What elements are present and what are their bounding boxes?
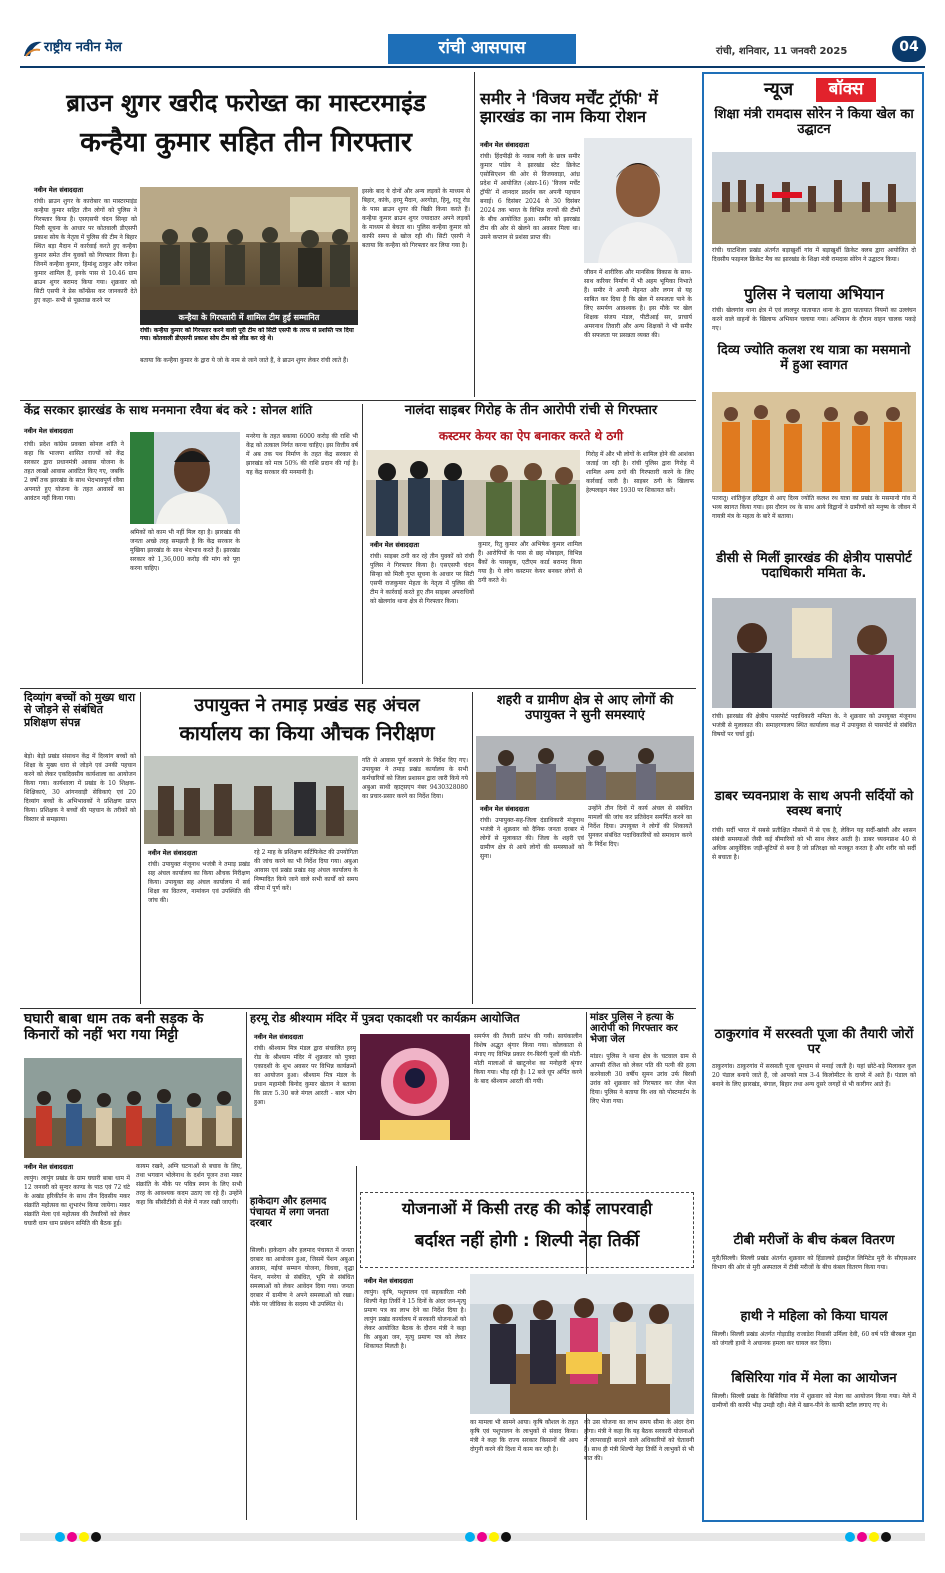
column-rule	[474, 72, 475, 397]
story-body-col1: रांची। उपायुक्त-सह-जिला दंडाधिकारी मंजूनाथ भजंत्री ने शुक्रवार को दैनिक जनता दरबार में लोगों से मुलाकात की। जिला के शहरी एवं ग्रामीण क्षेत्र से आये लोगों की समस्याओं को सुना।	[480, 817, 584, 860]
photo-caption: रांची। कन्हैया कुमार को गिरफ्तार करने वाली पूरी टीम को सिटी एसपी के तरफ से प्रशस्ति पत्र दिया गया। कोतवाली डीएसपी प्रकाश सोय टीम को लीड कर रहे थे।	[140, 327, 354, 342]
byline: नवीन मेल संवाददाता	[254, 1033, 303, 1041]
news-box-body-5: रांची। सर्दी भारत में सबसे प्रतीक्षित मौसमों में से एक है, लेकिन यह सर्दी-खांसी और श्वसन संबंधी समस्याओं जैसी कई बीमारियों को भी साथ लेकर आती है। डाबर च्यवनप्राश 40 से अधिक आयुर्वेदिक जड़ी-बूटियों से बना है जो प्रतिरक्षा को मजबूत करता है और शरीर को सर्दी से बचाता है।	[712, 827, 916, 861]
page-number: 04	[899, 39, 919, 55]
story-body-col2: कुमार, रितु कुमार और अभिषेक कुमार शामिल हैं। आरोपियों के पास से छह मोबाइल, विभिन्न बैंकों के पासबुक, एटीएम कार्ड बरामद किया गया है। ये लोग कस्टमर केयर बनकर लोगों से ठगी करते थे।	[478, 541, 582, 584]
headline-mandar: मांडर पुलिस ने हत्या के आरोपी को गिरफ्तार कर भेजा जेल	[590, 1012, 678, 1046]
headline-harmu: हरमू रोड श्रीश्याम मंदिर में पुत्रदा एकादशी पर कार्यक्रम आयोजित	[250, 1011, 520, 1025]
story-body-col2: का मामला भी सामने आया। कृषि कौशल के तहत कृषि एवं पशुपालन के लाभुकों से संवाद किया। मंत्री ने कहा कि राज्य सरकार किसानों की आय दोगुनी करने की दिशा में काम कर रही है।	[470, 1419, 578, 1453]
byline: नवीन मेल संवाददाता	[480, 805, 529, 813]
headline-ghaghri: घघारी बाबा धाम तक बनी सड़क के किनारों को नहीं भरा गया मिट्टी	[24, 1011, 204, 1043]
headline-upayukt-1: उपायुक्त ने तमाड़ प्रखंड सह अंचल	[194, 695, 420, 716]
column-rule	[356, 1166, 357, 1520]
story-body-col2: जीवन में शारीरिक और मानसिक विकास के साथ-साथ करियर निर्माण में भी अहम भूमिका निभाते हैं। समीर ने अपनी मेहनत और लगन से यह साबित कर दिया है कि खेल में सफलता पाने के लिए समर्पण आवश्यक है। इस मौके पर खेल शिक्षक संजय मंडल, पीटीआई सर, प्राचार्य अमरनाथ तिवारी और अन्य शिक्षकों ने भी समीर की सफलता पर प्रसन्नता व्यक्त की।	[584, 269, 692, 339]
story-sonal	[20, 404, 360, 684]
story-body-col2: रहे 2 माह के प्रशिक्षण सर्टिफिकेट की उपयोगिता की जांच करने का भी निर्देश दिया गया। अबुआ आवास एवं प्रखंड प्रखंड सह अंचल कार्यालय के निष्पादित किये जाने वाले सभी कार्यों को समय सीमा में पूर्ण करें।	[254, 849, 358, 892]
news-box-body-9: सिल्ली। सिल्ली प्रखंड के बिसिरिया गांव में शुक्रवार को मेला का आयोजन किया गया। मेले में ग्रामीणों की काफी भीड़ उमड़ी रही। मेले में खान-पीने के काफी स्टॉल लगाए गए थे।	[712, 1393, 916, 1409]
news-box-body-3: पतरातू। शांतिकुंज हरिद्वार से आए दिव्य ज्योति कलश रथ यात्रा का प्रखंड के मसमानो गांव में भव्य स्वागत किया गया। इस दौरान रथ के साथ आये विद्वानों ने ग्रामीणों को मनुष्य के जीवन में गायत्री मंत्र के महत्व के बारे में बताया।	[712, 495, 916, 520]
headline-police-drive: पुलिस ने चलाया अभियान	[744, 285, 884, 303]
story-body-col1: रांची। प्रदेश कांग्रेस प्रवक्ता सोनल शांति ने कहा कि भाजपा शासित राज्यों को केंद्र सरकार द्वारा प्रधानमंत्री आवास योजना के तहत लाखों आवास आवंटित किए गए, जबकि 2 वर्षों तक झारखंड के साथ भेदभावपूर्ण रवैया अपनाते हुए योजना के तहत आवासों का आवंटन नहीं किया गया।	[24, 441, 124, 502]
row-rule	[20, 688, 696, 689]
section-title: रांची आसपास	[438, 38, 526, 58]
headline-passport-officer: डीसी से मिलीं झारखंड की क्षेत्रीय पासपोर्ट पदाधिकारी ममिता के.	[716, 551, 912, 581]
story-body: सिल्ली। हाकेदाग और हलमाद पंचायत में जनता दरबार का आयोजन हुआ, जिसमें पेंशन अबुआ आवास, मईयां सम्मान योजना, विधवा, वृद्धा पेंशन, मनरेगा से संबंधित, भूमि से संबंधित समस्याओं को लेकर आवेदन दिया गया। जनता दरबार में ग्रामीण ने अपने समस्याओं को रखा। मौके पर जीविका के सदस्य भी उपस्थित थे।	[250, 1247, 354, 1308]
story-body-col3: गति से आवास पूर्ण करवाने के निर्देश दिए गए। उपायुक्त ने तमाड़ प्रखंड कार्यालय के सभी कर्मचारियों को जिला प्रशासन द्वारा जारी किये गये अबुआ साथी व्हाट्सएप नंबर 9430328080 का प्रचार-प्रसार करने का निर्देश दिया।	[362, 757, 468, 800]
story-body-col1: रांची। साइबर ठगी कर रहे तीन युवकों को रांची पुलिस ने गिरफ्तार किया है। एसएसपी चंदन सिन्हा को मिली गुप्त सूचना के आधार पर सिटी एसपी राजकुमार मेहता के नेतृत्व में पुलिस की टीम ने कार्रवाई करते हुए तीन साइबर अपराधियों को खेलगांव थाना क्षेत्र से गिरफ्तार किया।	[370, 553, 474, 605]
story-shahari	[476, 692, 696, 1004]
story-body-tail: बताया कि कन्हैया कुमार के द्वारा ये जो के नाम से जाने जाते हैं, वे ब्राउन शुगर लेकर रांची लाते हैं।	[140, 357, 349, 364]
story-body-col1: लापुंग। लापुंग प्रखंड के ग्राम घघारी बाबा धाम में 12 जनवरी को सुन्दर काण्ड के पाठ एवं 72 घंटे के अखंड हरिकीर्तन के साथ तीन दिवसीय मकर संक्रांति महोत्सव का शुभारंभ किया जायेगा। मकर संक्रांति मेला एवं महोत्सव की तैयारियों को लेकर घघारी धाम धाम प्रबंधन समिति की बैठक हुई।	[24, 1175, 130, 1227]
headline-upayukt-2: कार्यालय का किया औचक निरीक्षण	[179, 721, 435, 745]
story-body-col2: उन्होंने तीन दिनों में कार्य अंचल से संबंधित मामलों की जांच कर प्रतिवेदन समर्पित करने का निर्देश दिया। उपायुक्त ने लोगों की शिकायतें सुनकर संबंधित पदाधिकारियों को समाधान करने के निर्देश दिए।	[588, 805, 692, 848]
headline-rath-yatra: दिव्य ज्योति कलश रथ यात्रा का मसमानो में हुआ स्वागत	[717, 343, 911, 373]
story-mandar	[590, 1012, 696, 1182]
story-body-col1: रांची। ब्राउन शुगर के कारोबार का मास्टरमाइंड कन्हैया कुमार सहित तीन लोगों को पुलिस ने गिरफ्तार किया है। एसएसपी चंदन सिन्हा को मिली सूचना के आधार पर कोतवाली डीएसपी प्रकाश सोय के नेतृत्व में पुलिस की टीम ने बिहार स्थित बड़ा मैदान में कार्रवाई करते हुए कन्हैया कुमार समेत तीन युवकों को गिरफ्तार किया है। जिनमें कन्हैया कुमार, हिमांशु ठाकुर और राकेश कुमार शामिल हैं, इनके पास से 10.46 ग्राम ब्राउन शुगर बरामद किया गया। शुक्रवार को सिटी एसपी ने प्रेस कॉन्फ्रेंस कर जानकारी देते हुए कहा- सभी से पूछताछ करने पर	[34, 198, 137, 304]
story-body-col2: श्रमिकों को काम भी नहीं मिल रहा है। झारखंड की जनता अच्छे तरह समझती है कि केंद्र सरकार के मुखिया झारखंड के साथ भेदभाव करते हैं। झारखंड सरकार को 1,36,000 करोड़ की मांग को पूरा करना चाहिए।	[130, 529, 240, 572]
headline-shilpi-2: बर्दाश्त नहीं होगी : शिल्पी नेहा तिर्की	[414, 1231, 640, 1251]
story-body-col3: मनरेगा के तहत बकाया 6000 करोड़ की राशि भी केंद्र को तत्काल निर्गत करना चाहिए। इस वित्तीय वर्ष में अब तक पथ निर्माण के तहत केंद्र सरकार से झारखंड को मात्र 50% की राशि प्रदान की गई है। यह केंद्र सरकार की मनमानी है।	[246, 433, 358, 476]
photo-cricket-ground	[712, 152, 916, 244]
headline-brown-sugar-2: कन्हैया कुमार सहित तीन गिरफ्तार	[80, 127, 412, 158]
story-shilpi	[360, 1192, 696, 1520]
byline: नवीन मेल संवाददाता	[24, 427, 73, 435]
story-harmu	[250, 1012, 584, 1162]
headline-bisiriya-fair: बिसिरिया गांव में मेला का आयोजन	[731, 1371, 897, 1386]
story-body-col2: कायम रखने, अग्नि घटनाओं से बचाव के लिए, तथा भगवान भोलेनाथ के दर्शन पूजन तथा मकर संक्रांति के मौके पर पवित्र स्नान के लिए सभी तरह के आवश्यक कदम उठाए जा रहे हैं। उन्होंने कहा कि सीसीटीवी से मेले में नजर रखी जाएगी।	[136, 1163, 242, 1206]
headline-sonal: केंद्र सरकार झारखंड के साथ मनमाना रवैया बंद करे : सोनल शांति	[24, 403, 313, 417]
story-body: मांडर। पुलिस ने थाना क्षेत्र के चटवाल ग्राम से आपसी रंजिश को लेकर पति की पत्नी की हत्या करनेवाली 30 वर्षीय सुमन उरांव उर्फ बिरसी उरांव को शुक्रवार को गिरफ्तार कर जेल भेज दिया। पुलिस ने बताया कि शव को पोस्टमार्टम के लिए भेजा गया।	[590, 1053, 696, 1105]
byline: नवीन मेल संवाददाता	[480, 141, 529, 149]
photo-minister-meeting	[470, 1274, 694, 1414]
headline-nalanda: नालंदा साइबर गिरोह के तीन आरोपी रांची से गिरफ्तार	[404, 403, 658, 418]
photo-janata-darbar	[476, 736, 694, 800]
byline: नवीन मेल संवाददाता	[370, 541, 419, 549]
row-rule	[20, 1008, 696, 1009]
headline-tb-blankets: टीबी मरीजों के बीच कंबल वितरण	[733, 1233, 895, 1248]
photo-cyber-accused	[366, 450, 580, 536]
column-rule	[362, 404, 363, 684]
story-ghaghri	[20, 1012, 244, 1520]
story-body-col3: की उस योजना का लाभ समय सीमा के अंदर देना होगा। मंत्री ने कहा कि यह बैठक सरकारी योजनाओं में लापरवाही बरतने वाले अधिकारियों को चेतावनी है। साथ ही मंत्री शिल्पी नेहा तिर्की ने लाभुकों से भी बात की।	[584, 1419, 694, 1462]
news-box-body-8: सिल्ली। सिल्ली प्रखंड अंतर्गत गोड़ाडीह राजाडेरा निवासी उर्मिला देवी, 60 वर्ष पति बीरबल मुंडा को जंगली हाथी ने अचानक हमला कर घायल कर दिया।	[712, 1331, 916, 1347]
headline-minister-sports: शिक्षा मंत्री रामदास सोरेन ने किया खेल का उद्घाटन	[714, 107, 914, 137]
photo-tamar-inspection	[144, 756, 358, 844]
news-box-label-1: न्यूज	[764, 79, 794, 100]
story-body-col3: गिरोह में और भी लोगों के शामिल होने की आशंका जताई जा रही है। रांची पुलिस द्वारा गिरोह में शामिल अन्य ठगों की गिरफ्तारी करने के लिए कार्रवाई जारी है। साइबर ठगी के खिलाफ हेल्पलाइन नंबर 1930 पर शिकायत करें।	[586, 451, 694, 494]
news-box-label-2: बॉक्स	[828, 79, 864, 99]
photo-caption-bar: कन्हैया के गिरफ्तारी में शामिल टीम हुई सम्मानित	[140, 310, 358, 325]
masthead-rule	[20, 66, 925, 68]
photo-police-team	[140, 187, 358, 324]
story-brown-sugar	[20, 72, 472, 399]
subhead-nalanda: कस्टमर केयर का ऐप बनाकर करते थे ठगी	[438, 429, 624, 443]
story-body-col1: लापुंग। कृषि, पशुपालन एवं सहकारिता मंत्री शिल्पी नेहा तिर्की ने 15 दिनों के अंदर जन-मृत्यु प्रमाण पत्र का लाभ देने का निर्देश दिया है। लापुंग प्रखंड कार्यालय में सरकारी योजनाओं को लेकर आयोजित बैठक के दौरान मंत्री ने कहा कि अबुआ जन, मृत्यु प्रमाण पत्र को लेकर शिकायत मिलती है।	[364, 1289, 466, 1350]
story-body: बेड़ो। बेड़ो प्रखंड संसाधन केंद्र में दिव्यांग बच्चों को शिक्षा के मुख्य धारा से जोड़ने एवं उनकी पहचान करने को लेकर एकदिवसीय कार्यशाला का आयोजन किया गया। कार्यशाला में प्रखंड के 10 शिक्षक-शिक्षिकाएं, 30 आंगनवाड़ी सेविकाएं एवं 20 दिव्यांग बच्चों के अभिभावकों ने प्रशिक्षण प्राप्त किया। प्रशिक्षक ने बच्चों की पहचान के तरीकों को विस्तार से समझाया।	[24, 753, 136, 823]
headline-dabur: डाबर च्यवनप्राश के साथ अपनी सर्दियों को स्वस्थ बनाएं	[714, 789, 914, 819]
photo-sonal-portrait	[130, 432, 240, 524]
byline: नवीन मेल संवाददाता	[148, 849, 197, 857]
story-body-col1: रांची। उपायुक्त मंजूनाथ भजंत्री ने तमाड़ प्रखंड सह अंचल कार्यालय का किया औचक निरीक्षण किया। उपायुक्त सह अंचल कार्यालय में सर्व शिक्षा का वितरण, नामांकन एवं उपस्थिति की जांच की।	[148, 861, 250, 904]
headline-elephant: हाथी ने महिला को किया घायल	[740, 1309, 888, 1324]
footer-registration-bar	[20, 1528, 925, 1540]
headline-hakedag: हाकेदाग और हलमाद पंचायत में लगा जनता दरबार	[250, 1196, 329, 1230]
photo-shyam-mandir	[360, 1034, 470, 1140]
story-body-col3: इसके बाद ये दोनों और अन्य लड़कों के माध्यम से बिहार, कांके, हरमू मैदान, अरगोड़ा, हिनू, रातू रोड के पास ब्राउन शुगर की बिक्री किया करते हैं। कन्हैया कुमार ब्राउन शुगर ज्यादातर अपने लड़कों के माध्यम से बेचता था। पुलिस कन्हैया कुमार को काफी समय से खोज रही थी। सिटी एसपी ने बताया कि कन्हैया को गिरफ्तार कर लिया गया है।	[362, 188, 470, 249]
news-box-body-4: रांची। झारखंड की क्षेत्रीय पासपोर्ट पदाधिकारी ममिता के. ने शुक्रवार को उपायुक्त मंजूनाथ भजंत्री से मुलाकात की। समाहरणालय स्थित कार्यालय कक्ष में उपायुक्त से पासपोर्ट से संबंधित विषयों पर चर्चा हुई।	[712, 713, 916, 738]
news-box	[702, 72, 924, 1522]
headline-samir: समीर ने 'विजय मर्चेंट ट्रॉफी' में झारखंड का नाम किया रोशन	[480, 89, 658, 126]
story-samir	[478, 72, 695, 399]
photo-ghaghri-meeting	[24, 1058, 242, 1158]
column-rule	[246, 1012, 247, 1520]
date-line: रांची, शनिवार, 11 जनवरी 2025	[716, 46, 848, 57]
byline: नवीन मेल संवाददाता	[24, 1163, 73, 1171]
photo-rath-yatra	[712, 392, 916, 492]
story-body-col2: समर्पण की तैयारी प्रारंभ की गयी। सायंकालीन विशेष अद्भुत श्रृंगार किया गया। कोलकाता से मंगाए गए विभिन्न प्रकार रंग-बिरंगी फूलों की मोती-मोती मालाओं से खाटूनरेश का मनोहारी श्रृंगार किया गया। भीड़ रही है। 12 बजे धूप अर्पित करने के बाद श्रीश्याम आरती की गयी।	[474, 1033, 582, 1085]
masthead	[20, 34, 925, 64]
headline-brown-sugar-1: ब्राउन शुगर खरीद फरोख्त का मास्टरमाइंड	[66, 89, 426, 117]
news-box-body-6: ठाकुरगांव। ठाकुरगांव में सरस्वती पूजा धूमधाम से मनाई जाती है। यहां छोटे-बड़े मिलाकर कुल 20 पंडाल बनाये जाते हैं, जो आपको मात्र 3-4 किलोमीटर के दायरे में आते हैं। पंडाल को बनाने के लिए झारखंड, बंगाल, बिहार तथा अन्य दूसरे जगहों से भी कारीगर आते हैं।	[712, 1063, 916, 1088]
photo-samir-portrait	[584, 138, 692, 263]
headline-divyang: दिव्यांग बच्चों को मुख्य धारा से जोड़ने से संबंधित प्रशिक्षण संपन्न	[24, 691, 136, 729]
news-box-body-1: रांची। घाटशिला प्रखंड अंतर्गत बड़ाखुर्शी गांव में बड़ाखुर्शी क्रिकेट क्लब द्वारा आयोजित दो दिवसीय फाइनल क्रिकेट मैच का झारखंड के शिक्षा मंत्री रामदास सोरेन ने उद्घाटन किया।	[712, 247, 916, 263]
news-box-body-2: रांची। खेलगांव थाना क्षेत्र में एवं लालपुर यातायात थाना के द्वारा यातायात नियमों का उल्लंघन करने वाले वाहनों के खिलाफ अभियान चलाया गया। अभियान के दौरान वाहन चालक पकड़े गए।	[712, 307, 916, 332]
story-divyang	[20, 692, 138, 1004]
story-body-col1: रांची। हिंदपीढ़ी के नवाब गली के छात्र समीर कुमार पांडेय ने झारखंड स्टेट क्रिकेट एसोसिएशन की ओर से विजयवाड़ा, आंध्र प्रदेश में आयोजित (अंडर-16) 'विजय मर्चेंट ट्रॉफी' में शानदार प्रदर्शन कर अपनी पहचान बनाई। 6 दिसंबर 2024 से 30 दिसंबर 2024 तक भारत के विभिन्न राज्यों की टीमों के बीच आयोजित हुआ। समीर को झारखंड टीम की ओर से खेलने का अवसर मिला था। उसने कप्तान से प्रशंसा प्राप्त की।	[480, 153, 580, 241]
headline-saraswati-puja: ठाकुरगांव में सरस्वती पूजा की तैयारी जोरों पर	[714, 1027, 914, 1057]
column-rule	[140, 692, 141, 1004]
byline: नवीन मेल संवाददाता	[34, 186, 83, 194]
story-upayukt	[144, 692, 470, 1004]
byline: नवीन मेल संवाददाता	[364, 1277, 413, 1285]
news-box-body-7: मुरी/सिल्ली। सिल्ली प्रखंड अंतर्गत शुक्रवार को हिंडाल्को इंडस्ट्रीज लिमिटेड मुरी के सीएसआर विभाग की ओर से मुरी अस्पताल में टीबी मरीजों के बीच कंबल वितरण किया गया।	[712, 1255, 916, 1271]
story-body-col1: रांची। श्रीश्याम मित्र मंडल द्वारा संचालित हरमू रोड के श्रीश्याम मंदिर में शुक्रवार को पुत्रदा एकादशी के शुभ अवसर पर विभिन्न कार्यक्रमों का आयोजन हुआ। श्रीश्याम मित्र मंडल के प्रधान महामंत्री बिनोद कुमार खेतान ने बताया कि प्रातः 5.30 बजे मंगल आरती - बाल भोग हुआ।	[254, 1045, 356, 1106]
column-rule	[472, 692, 473, 1004]
headline-shahari: शहरी व ग्रामीण क्षेत्र से आए लोगों की उपायुक्त ने सुनी समस्याएं	[496, 693, 674, 723]
photo-passport-meeting	[712, 598, 916, 708]
story-nalanda	[366, 404, 696, 684]
story-hakedag	[250, 1166, 354, 1520]
row-rule	[20, 400, 696, 401]
headline-shilpi-1: योजनाओं में किसी तरह की कोई लापरवाही	[401, 1199, 653, 1218]
paper-name: राष्ट्रीय नवीन मेल	[44, 40, 122, 55]
masthead-logo-mark	[22, 38, 44, 58]
